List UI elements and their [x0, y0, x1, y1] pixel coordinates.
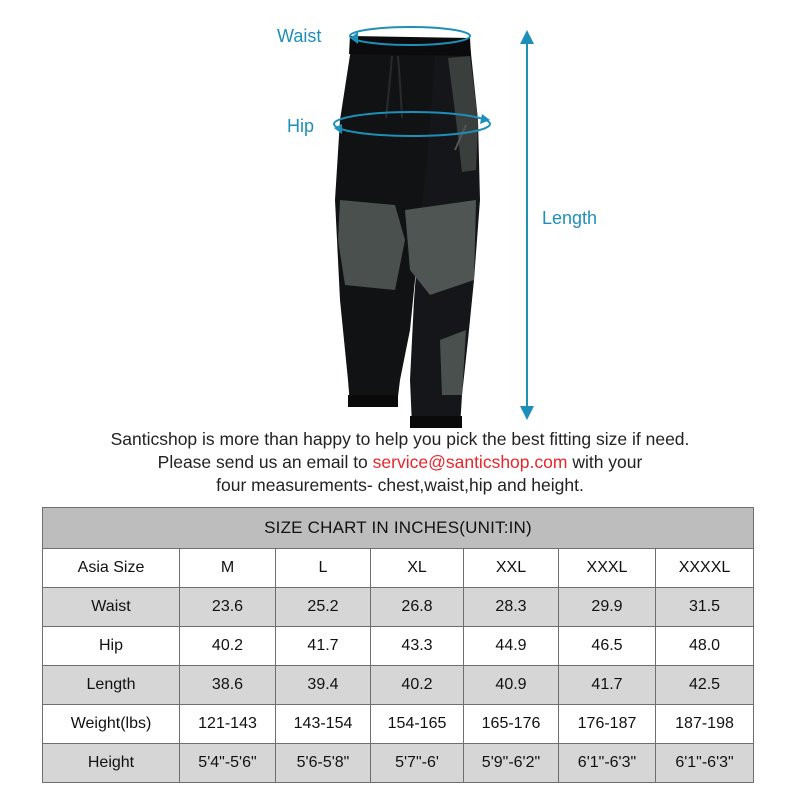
pants-image [335, 36, 480, 428]
table-cell: 5'9"-6'2" [464, 744, 559, 783]
waist-row [43, 588, 754, 627]
table-cell: 28.3 [464, 588, 559, 627]
help-text-line-1: Santicshop is more than happy to help you pick the best fitting size if need. [110, 429, 690, 449]
table-cell: 31.5 [656, 588, 754, 627]
size-header-row [43, 549, 754, 588]
length-row [43, 666, 754, 705]
table-cell: 5'7"-6' [371, 744, 464, 783]
table-cell: XXL [464, 549, 559, 588]
table-cell: 29.9 [559, 588, 656, 627]
row-label: Asia Size [43, 549, 180, 588]
table-cell: 121-143 [180, 705, 276, 744]
size-chart-title: SIZE CHART IN INCHES(UNIT:IN) [43, 508, 754, 549]
table-cell: 165-176 [464, 705, 559, 744]
table-cell: 38.6 [180, 666, 276, 705]
table-cell: 5'4"-5'6" [180, 744, 276, 783]
table-cell: 23.6 [180, 588, 276, 627]
help-text-line-2 [0, 451, 800, 474]
length-label: Length [542, 208, 598, 228]
table-cell: 44.9 [464, 627, 559, 666]
table-cell: 5'6-5'8" [276, 744, 371, 783]
help-text-line-3: four measurements- chest,waist,hip and height. [216, 475, 584, 495]
table-cell: 26.8 [371, 588, 464, 627]
table-cell: 154-165 [371, 705, 464, 744]
table-cell: 48.0 [656, 627, 754, 666]
support-email-link[interactable]: service@santicshop.com [372, 452, 568, 472]
table-cell: 42.5 [656, 666, 754, 705]
table-cell: 41.7 [559, 666, 656, 705]
table-cell: 40.2 [371, 666, 464, 705]
table-cell: XL [371, 549, 464, 588]
size-chart-table [42, 507, 754, 783]
table-cell: 40.2 [180, 627, 276, 666]
height-row [43, 744, 754, 783]
row-label: Weight(lbs) [43, 705, 180, 744]
table-cell: 46.5 [559, 627, 656, 666]
help-text-line-2-after: with your [567, 452, 643, 472]
table-cell: L [276, 549, 371, 588]
table-cell: XXXL [559, 549, 656, 588]
table-cell: 143-154 [276, 705, 371, 744]
length-arrow-icon [520, 30, 534, 420]
table-cell: 43.3 [371, 627, 464, 666]
table-cell: XXXXL [656, 549, 754, 588]
weight-row [43, 705, 754, 744]
waist-label: Waist [277, 26, 322, 46]
table-cell: 39.4 [276, 666, 371, 705]
table-cell: 40.9 [464, 666, 559, 705]
row-label: Waist [43, 588, 180, 627]
row-label: Height [43, 744, 180, 783]
row-label: Hip [43, 627, 180, 666]
hip-row [43, 627, 754, 666]
hip-label: Hip [287, 116, 315, 136]
table-cell: 41.7 [276, 627, 371, 666]
table-cell: 6'1"-6'3" [656, 744, 754, 783]
table-cell: 176-187 [559, 705, 656, 744]
help-text [0, 428, 800, 497]
row-label: Length [43, 666, 180, 705]
table-cell: 6'1"-6'3" [559, 744, 656, 783]
table-cell: 187-198 [656, 705, 754, 744]
help-text-line-2-before: Please send us an email to [157, 452, 373, 472]
table-cell: M [180, 549, 276, 588]
table-cell: 25.2 [276, 588, 371, 627]
